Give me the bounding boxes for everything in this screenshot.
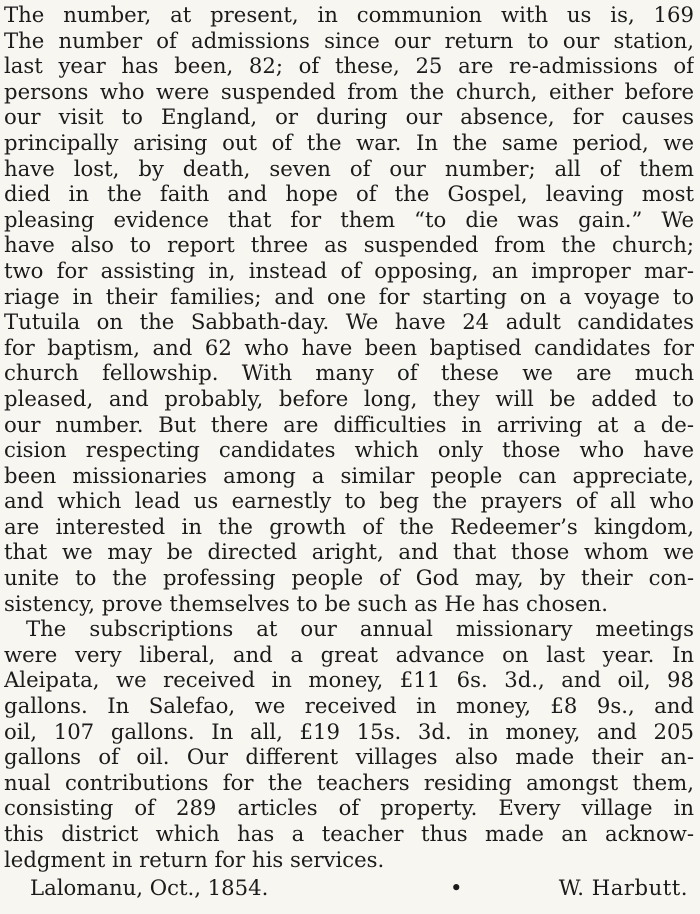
- place-date: Lalomanu, Oct., 1854.: [30, 875, 269, 900]
- paragraph-communion-report: [4, 2, 694, 616]
- text-line: principally arising out of the war. In the same period, we: [4, 129, 694, 155]
- text-line: ledgment in return for his services.: [4, 846, 385, 872]
- text-line: pleasing evidence that for them “to die was gain.” We: [4, 206, 694, 232]
- text-line: been missionaries among a similar people can appreciate,: [4, 462, 694, 488]
- author-name: W. Harbutt.: [558, 875, 688, 900]
- text-line: persons who were suspended from the church, either before: [4, 78, 694, 104]
- text-line: Aleipata, we received in money, £11 6s. 3d., and oil, 98: [4, 667, 694, 693]
- text-line: The subscriptions at our annual missionary meetings: [26, 616, 694, 642]
- text-line: sistency, prove themselves to be such as He has chosen.: [4, 590, 609, 616]
- text-line: cision respecting candidates which only those who have: [4, 437, 694, 463]
- text-line: last year has been, 82; of these, 25 are re-admissions of: [4, 53, 694, 79]
- text-line: two for assisting in, instead of opposing, an improper mar-: [4, 257, 694, 283]
- text-line: unite to the professing people of God may, by their con-: [4, 565, 694, 591]
- text-line: pleased, and probably, before long, they will be added to: [4, 385, 694, 411]
- text-line: The number of admissions since our return to our station,: [4, 27, 694, 53]
- text-line: for baptism, and 62 who have been baptised candidates for: [4, 334, 694, 360]
- text-line: consisting of 289 articles of property. Every village in: [4, 795, 694, 821]
- text-line: The number, at present, in communion with us is, 169: [4, 2, 694, 27]
- separator-dot: •: [450, 875, 463, 900]
- text-line: are interested in the growth of the Redeemer’s kingdom,: [4, 513, 694, 539]
- text-line: nual contributions for the teachers residing amongst them,: [4, 769, 694, 795]
- text-line: riage in their families; and one for starting on a voyage to: [4, 283, 694, 309]
- text-line: were very liberal, and a great advance on last year. In: [4, 641, 694, 667]
- text-line: church fellowship. With many of these we are much: [4, 360, 694, 386]
- text-line: have also to report three as suspended from the church;: [4, 232, 694, 258]
- text-line: and which lead us earnestly to beg the prayers of all who: [4, 488, 694, 514]
- text-line: died in the faith and hope of the Gospel, leaving most: [4, 181, 694, 207]
- signature-line: [30, 873, 688, 903]
- paragraph-subscriptions: [4, 616, 694, 872]
- text-line: oil, 107 gallons. In all, £19 15s. 3d. in money, and 205: [4, 718, 694, 744]
- text-line: have lost, by death, seven of our number; all of them: [4, 155, 694, 181]
- text-line: gallons. In Salefao, we received in money, £8 9s., and: [4, 693, 694, 719]
- text-line: that we may be directed aright, and that those whom we: [4, 539, 694, 565]
- text-line: this district which has a teacher thus made an acknow-: [4, 821, 694, 846]
- text-line: our number. But there are difficulties in arriving at a de-: [4, 411, 694, 437]
- text-line: Tutuila on the Sabbath-day. We have 24 adult candidates: [4, 309, 694, 335]
- text-line: gallons of oil. Our different villages also made their an-: [4, 744, 694, 770]
- text-line: our visit to England, or during our absence, for causes: [4, 104, 694, 130]
